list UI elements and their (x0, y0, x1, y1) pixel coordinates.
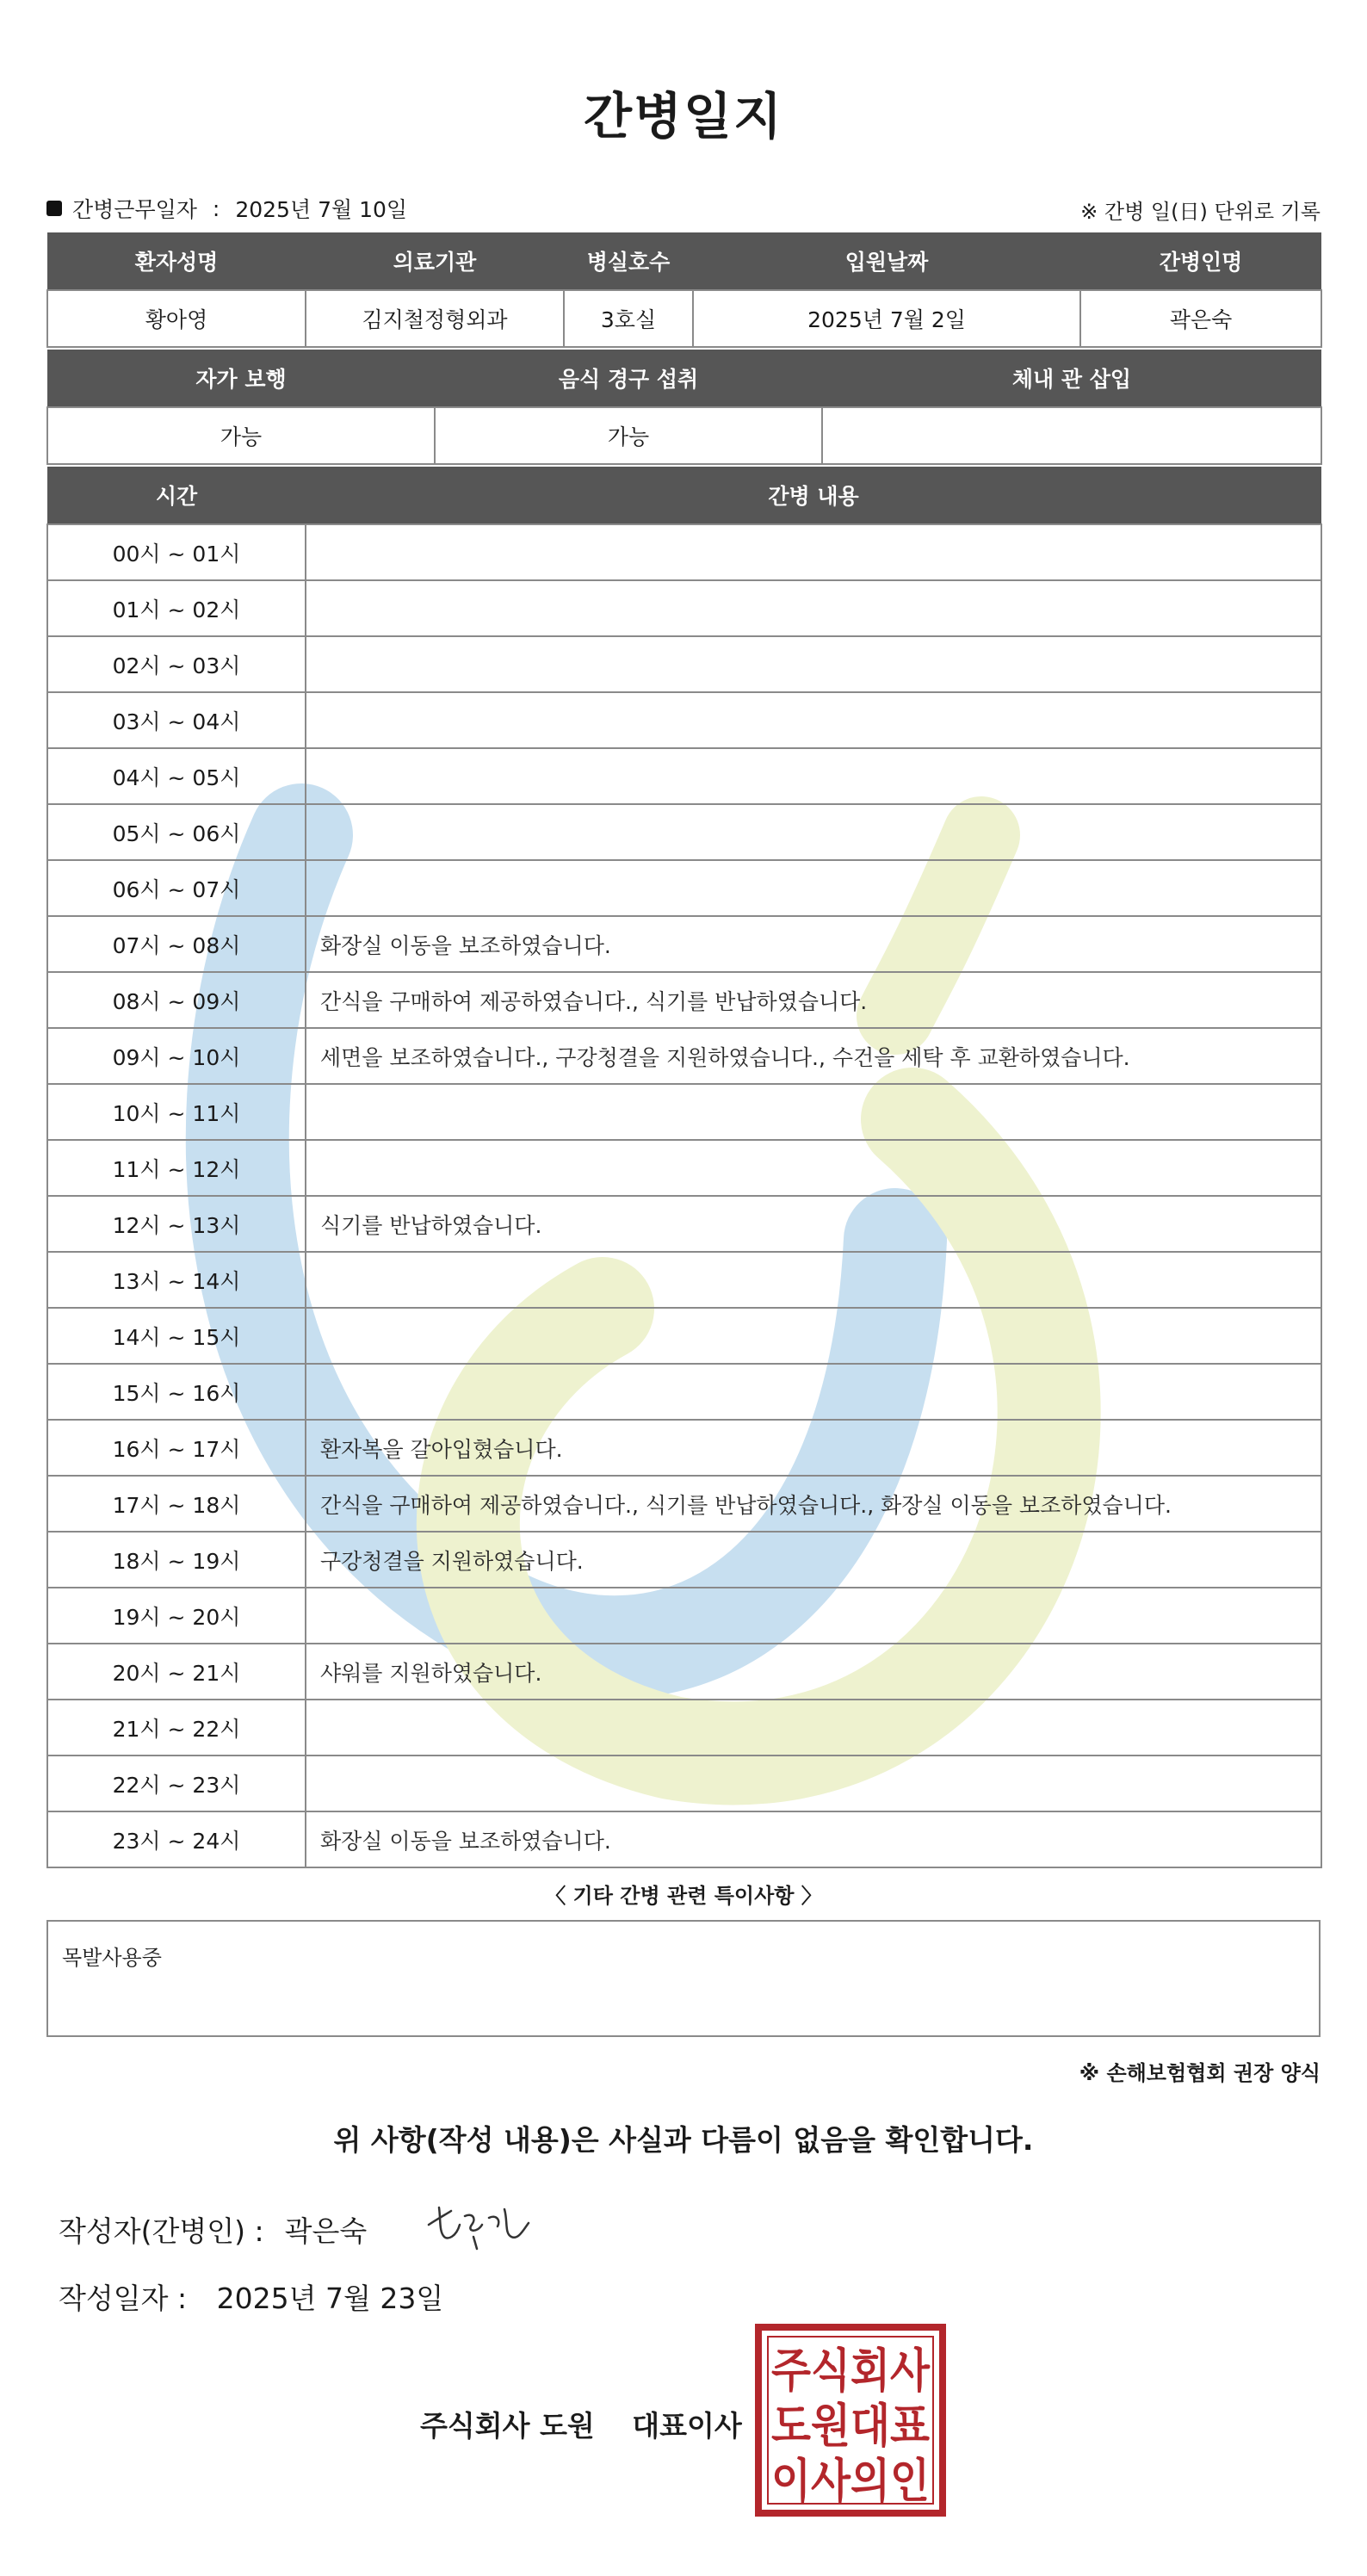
table-row (47, 692, 1321, 748)
row-time: 07시 ~ 08시 (47, 916, 306, 972)
row-time: 05시 ~ 06시 (47, 804, 306, 860)
work-date-value: 2025년 7월 10일 (235, 197, 408, 222)
written-date-row (59, 2276, 443, 2317)
row-care-content (306, 1364, 1321, 1420)
writer-name: 곽은숙 (284, 2214, 368, 2248)
bullet-square-icon (46, 201, 62, 216)
row-time: 12시 ~ 13시 (47, 1196, 306, 1252)
patient-info-table (46, 232, 1322, 348)
room-number: 3호실 (564, 290, 693, 347)
row-care-content (306, 1140, 1321, 1196)
row-care-content (306, 860, 1321, 916)
special-notes-box (46, 1920, 1321, 2037)
header-admission-date: 입원날짜 (693, 232, 1080, 290)
row-care-content (306, 804, 1321, 860)
row-care-content (306, 1308, 1321, 1364)
row-time: 11시 ~ 12시 (47, 1140, 306, 1196)
row-time: 02시 ~ 03시 (47, 636, 306, 692)
row-care-content (306, 580, 1321, 636)
header-tube-insertion: 체내 관 삽입 (822, 350, 1321, 407)
table-row (47, 580, 1321, 636)
caregiver-name: 곽은숙 (1080, 290, 1321, 347)
handwritten-signature-icon (422, 2199, 534, 2259)
record-note: ※ 간병 일(日) 단위로 기록 (1080, 200, 1321, 224)
document-title: 간병일지 (583, 87, 784, 146)
tube-insertion-value (822, 407, 1321, 464)
table-row (47, 1196, 1321, 1252)
written-date-label: 작성일자 : (59, 2282, 188, 2315)
row-time: 20시 ~ 21시 (47, 1644, 306, 1700)
row-care-content: 화장실 이동을 보조하였습니다. (306, 916, 1321, 972)
row-care-content (306, 1588, 1321, 1644)
row-care-content (306, 1700, 1321, 1756)
row-care-content: 간식을 구매하여 제공하였습니다., 식기를 반납하였습니다., 화장실 이동을 보조하였습니다. (306, 1476, 1321, 1532)
care-log-table (46, 467, 1322, 1868)
row-care-content (306, 636, 1321, 692)
seal-text-line: 주식회사 (771, 2344, 931, 2398)
table-row (47, 1364, 1321, 1420)
status-info-table (46, 350, 1322, 465)
special-notes-content: 목발사용중 (62, 1946, 162, 1970)
header-hospital: 의료기관 (306, 232, 564, 290)
row-care-content: 환자복을 갈아입혔습니다. (306, 1420, 1321, 1476)
company-representative: 대표이사 (632, 2409, 742, 2443)
row-time: 04시 ~ 05시 (47, 748, 306, 804)
row-time: 17시 ~ 18시 (47, 1476, 306, 1532)
row-time: 03시 ~ 04시 (47, 692, 306, 748)
table-row (47, 1476, 1321, 1532)
work-date-label: 간병근무일자 (72, 197, 197, 222)
header-care-content: 간병 내용 (306, 467, 1321, 524)
table-row (47, 1028, 1321, 1084)
header-caregiver-name: 간병인명 (1080, 232, 1321, 290)
table-row (47, 1308, 1321, 1364)
recommended-form-note: ※ 손해보험협회 권장 양식 (1079, 2061, 1321, 2085)
header-oral-intake: 음식 경구 섭취 (435, 350, 822, 407)
patient-name: 황아영 (47, 290, 306, 347)
row-time: 08시 ~ 09시 (47, 972, 306, 1028)
header-self-walking: 자가 보행 (47, 350, 435, 407)
table-row (47, 1532, 1321, 1588)
row-time: 19시 ~ 20시 (47, 1588, 306, 1644)
row-time: 06시 ~ 07시 (47, 860, 306, 916)
writer-row (59, 2209, 367, 2250)
work-date (46, 193, 407, 224)
table-row (47, 804, 1321, 860)
table-row (47, 524, 1321, 580)
table-row (47, 916, 1321, 972)
self-walking-value: 가능 (47, 407, 435, 464)
row-time: 14시 ~ 15시 (47, 1308, 306, 1364)
row-time: 15시 ~ 16시 (47, 1364, 306, 1420)
hospital-name: 김지철정형외과 (306, 290, 564, 347)
table-row (47, 1811, 1321, 1867)
row-time: 00시 ~ 01시 (47, 524, 306, 580)
table-row (47, 636, 1321, 692)
table-row (47, 1700, 1321, 1756)
table-row (47, 972, 1321, 1028)
row-care-content: 화장실 이동을 보조하였습니다. (306, 1811, 1321, 1867)
row-care-content (306, 1756, 1321, 1811)
row-time: 18시 ~ 19시 (47, 1532, 306, 1588)
table-row (47, 860, 1321, 916)
company-signature (420, 2404, 742, 2444)
written-date-value: 2025년 7월 23일 (216, 2282, 444, 2315)
row-time: 23시 ~ 24시 (47, 1811, 306, 1867)
header-time: 시간 (47, 467, 306, 524)
header-room: 병실호수 (564, 232, 693, 290)
oral-intake-value: 가능 (435, 407, 822, 464)
row-care-content: 간식을 구매하여 제공하였습니다., 식기를 반납하였습니다. (306, 972, 1321, 1028)
table-row (47, 1588, 1321, 1644)
company-seal-icon (754, 2323, 947, 2517)
row-time: 16시 ~ 17시 (47, 1420, 306, 1476)
row-time: 13시 ~ 14시 (47, 1252, 306, 1308)
company-name: 주식회사 도원 (420, 2409, 595, 2443)
table-row (47, 1140, 1321, 1196)
row-care-content: 세면을 보조하였습니다., 구강청결을 지원하였습니다., 수건을 세탁 후 교환하였습니다. (306, 1028, 1321, 1084)
row-time: 01시 ~ 02시 (47, 580, 306, 636)
admission-date: 2025년 7월 2일 (693, 290, 1080, 347)
row-care-content: 샤워를 지원하였습니다. (306, 1644, 1321, 1700)
row-time: 21시 ~ 22시 (47, 1700, 306, 1756)
work-date-separator: : (212, 195, 220, 221)
row-care-content (306, 692, 1321, 748)
confirmation-statement: 위 사항(작성 내용)은 사실과 다름이 없음을 확인합니다. (333, 2123, 1034, 2157)
row-care-content: 식기를 반납하였습니다. (306, 1196, 1321, 1252)
row-care-content (306, 1084, 1321, 1140)
table-row (47, 1084, 1321, 1140)
table-row (47, 748, 1321, 804)
row-time: 09시 ~ 10시 (47, 1028, 306, 1084)
table-row (47, 1756, 1321, 1811)
row-time: 22시 ~ 23시 (47, 1756, 306, 1811)
meta-row (46, 189, 1321, 224)
table-row (47, 1644, 1321, 1700)
writer-label: 작성자(간병인) : (59, 2214, 264, 2248)
row-care-content (306, 524, 1321, 580)
special-notes-title: 〈 기타 간병 관련 특이사항 〉 (545, 1884, 822, 1908)
seal-text-line: 도원대표 (771, 2399, 930, 2453)
table-row (47, 1252, 1321, 1308)
row-care-content (306, 748, 1321, 804)
row-care-content (306, 1252, 1321, 1308)
table-row (47, 1420, 1321, 1476)
row-care-content: 구강청결을 지원하였습니다. (306, 1532, 1321, 1588)
row-time: 10시 ~ 11시 (47, 1084, 306, 1140)
seal-text-line: 이사의인 (771, 2454, 930, 2508)
header-patient-name: 환자성명 (47, 232, 306, 290)
